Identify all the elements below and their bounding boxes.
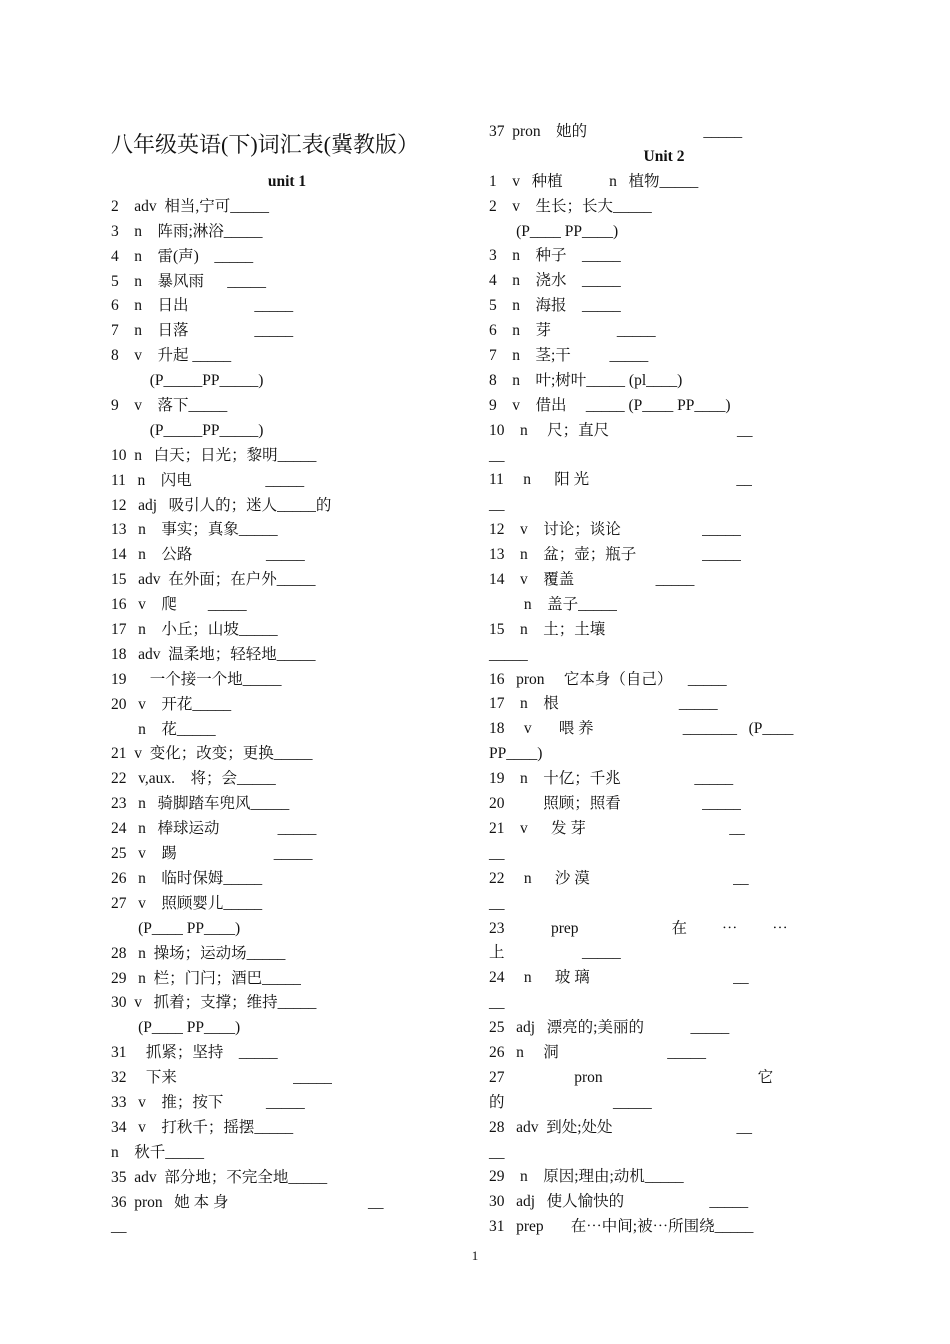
vocab-line: n 盖子_____ (489, 595, 617, 613)
vocab-line: 9 v 借出 _____ (P____ PP____) (489, 396, 731, 414)
left-vocab-list (111, 170, 463, 1240)
vocab-line: 9 v 落下_____ (111, 397, 228, 415)
vocab-line: 6 n 日出 _____ (111, 297, 294, 315)
vocab-line: 2 v 生长；长大_____ (489, 197, 652, 215)
document-title: 八年级英语(下)词汇表(冀教版） (111, 132, 419, 157)
vocab-line: 10 n 尺；直尺 __ (489, 421, 753, 439)
vocab-line: 29 n 栏；门闩；酒巴_____ (111, 969, 301, 987)
vocab-line: __ (489, 844, 505, 862)
vocab-line: 34 v 打秋千；摇摆_____ (111, 1118, 294, 1136)
vocab-line: 19 一个接一个地_____ (111, 670, 282, 688)
vocab-line: (P____ PP____) (489, 222, 619, 240)
vocab-line: __ (489, 994, 505, 1012)
vocab-line: 28 n 操场；运动场_____ (111, 944, 286, 962)
vocab-line: 21 v 变化；改变；更换_____ (111, 745, 313, 763)
vocab-line: 6 n 芽 _____ (489, 322, 656, 340)
vocab-line: 37 pron 她的 _____ (489, 123, 743, 140)
vocab-line: 的 _____ (489, 1093, 652, 1111)
vocab-line: 27 pron 它 (489, 1068, 774, 1086)
vocab-line: (P____ PP____) (111, 919, 241, 937)
vocab-line: 4 n 雷(声) _____ (111, 247, 254, 265)
vocab-line: 12 adj 吸引人的；迷人_____的 (111, 496, 332, 514)
vocab-line: 23 n 骑脚踏车兜风_____ (111, 795, 290, 813)
vocab-line: 17 n 根 _____ (489, 695, 718, 713)
vocab-line: (P_____PP_____) (111, 372, 264, 390)
vocab-line: 3 n 种子 _____ (489, 247, 621, 265)
vocab-line: 22 v,aux. 将；会_____ (111, 770, 276, 788)
vocab-line: 30 adj 使人愉快的 _____ (489, 1193, 749, 1211)
vocab-line: __ (489, 1143, 505, 1161)
vocab-line: 2 adv 相当,宁可_____ (111, 197, 270, 215)
vocab-line: 29 n 原因;理由;动机_____ (489, 1168, 684, 1186)
vocab-line: 31 抓紧；坚持 _____ (111, 1044, 278, 1062)
vocab-line: __ (489, 894, 505, 912)
vocab-line: 5 n 海报 _____ (489, 297, 621, 315)
vocab-line: 14 v 覆盖 _____ (489, 571, 695, 589)
right-vocab-list (489, 120, 839, 1240)
vocab-line: 17 n 小丘；山坡_____ (111, 621, 278, 639)
vocab-line: __ (111, 1218, 127, 1236)
vocab-line: 16 v 爬 _____ (111, 596, 247, 614)
vocab-line: 31 prep 在⋯中间;被⋯所围绕_____ (489, 1218, 754, 1236)
vocab-line: 33 v 推；按下 _____ (111, 1093, 305, 1111)
vocab-line: 13 n 盆；壶；瓶子 _____ (489, 546, 741, 564)
vocab-line: 19 n 十亿；千兆 _____ (489, 770, 734, 788)
vocab-line: 8 n 叶;树叶_____ (pl____) (489, 371, 683, 389)
vocab-line: 4 n 浇水 _____ (489, 272, 621, 290)
vocab-line: 上 _____ (489, 944, 621, 962)
vocab-line: 20 v 开花_____ (111, 695, 232, 713)
vocab-line: 7 n 日落 _____ (111, 322, 294, 340)
vocab-line: 27 v 照顾婴儿_____ (111, 894, 263, 912)
vocab-line: 35 adv 部分地；不完全地_____ (111, 1168, 328, 1186)
vocab-line: 18 adv 温柔地；轻轻地_____ (111, 645, 316, 663)
vocab-line: 24 n 玻 璃 __ (489, 969, 749, 987)
vocab-line: 16 pron 它本身（自己） _____ (489, 670, 727, 688)
vocab-line: __ (489, 446, 505, 464)
vocab-line: 25 adj 漂亮的;美丽的 _____ (489, 1019, 730, 1037)
vocab-line: 15 n 土；土壤 (489, 620, 606, 638)
vocab-line: 21 v 发 芽 __ (489, 819, 745, 837)
vocab-line: 23 prep 在 ⋯ ⋯ (489, 919, 788, 937)
vocab-line: 30 v 抓着；支撑；维持_____ (111, 994, 317, 1012)
vocab-line: n 花_____ (111, 720, 216, 738)
vocab-line: 8 v 升起 _____ (111, 347, 232, 365)
vocab-line: __ (489, 496, 505, 514)
vocab-line: 13 n 事实；真象_____ (111, 521, 278, 539)
vocab-line: 5 n 暴风雨 _____ (111, 272, 267, 290)
vocab-line: 3 n 阵雨;淋浴_____ (111, 222, 263, 240)
vocab-line: 26 n 临时保姆_____ (111, 869, 263, 887)
vocab-line: 25 v 踢 _____ (111, 845, 313, 863)
vocab-line: 28 adv 到处;处处 __ (489, 1118, 753, 1136)
vocab-line: PP____) (489, 745, 543, 763)
vocab-line: 18 v 喂 养 _______ (P____ (489, 720, 794, 738)
page-number: 1 (471, 1248, 479, 1263)
vocab-line: 22 n 沙 漠 __ (489, 869, 749, 887)
vocab-line: _____ (489, 645, 528, 663)
vocab-line: (P____ PP____) (111, 1019, 241, 1037)
vocab-line: 7 n 茎;干 _____ (489, 347, 649, 365)
vocab-line: 11 n 阳 光 __ (489, 471, 752, 489)
vocab-line: 1 v 种植 n 植物_____ (489, 172, 699, 190)
vocab-line: 24 n 棒球运动 _____ (111, 820, 317, 838)
unit-heading: unit 1 (267, 173, 307, 190)
vocab-line: 15 adv 在外面；在户外_____ (111, 571, 316, 589)
vocab-line: 32 下来 _____ (111, 1069, 332, 1087)
vocab-line: 36 pron 她 本 身 __ (111, 1193, 384, 1211)
vocab-line: n 秋千_____ (111, 1143, 205, 1161)
vocab-line: 12 v 讨论；谈论 _____ (489, 521, 741, 539)
vocab-line: (P_____PP_____) (111, 421, 264, 439)
unit-heading: Unit 2 (643, 147, 685, 165)
vocab-line: 10 n 白天；日光；黎明_____ (111, 446, 317, 464)
vocab-line: 11 n 闪电 _____ (111, 471, 305, 489)
vocab-line: 14 n 公路 _____ (111, 546, 305, 564)
vocab-line: 26 n 洞 _____ (489, 1043, 707, 1061)
vocab-line: 20 照顾；照看 _____ (489, 795, 741, 813)
